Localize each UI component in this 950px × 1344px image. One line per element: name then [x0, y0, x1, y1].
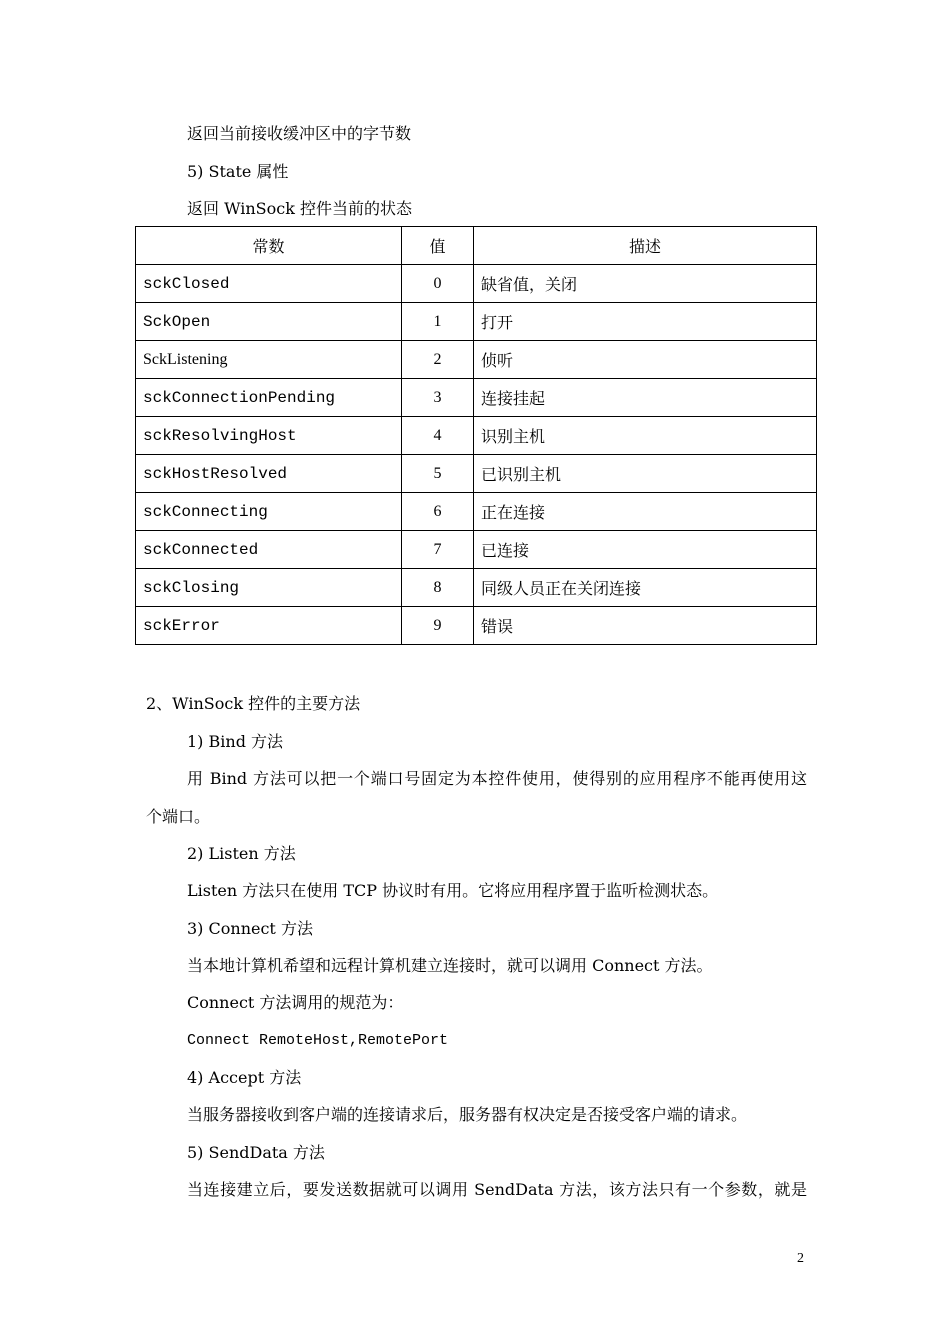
value-cell: 8	[402, 569, 474, 607]
description-cell: 识别主机	[474, 417, 817, 455]
header-description: 描述	[474, 227, 817, 265]
value-cell: 6	[402, 493, 474, 531]
constant-cell: sckHostResolved	[136, 455, 402, 493]
state-table	[135, 226, 817, 645]
value-cell: 3	[402, 379, 474, 417]
state-property-heading: 5) State 属性	[187, 162, 289, 181]
table-row	[136, 569, 817, 607]
table-row	[136, 417, 817, 455]
constant-cell: sckClosed	[136, 265, 402, 303]
constant-cell: sckResolvingHost	[136, 417, 402, 455]
accept-method-text: 当服务器接收到客户端的连接请求后，服务器有权决定是否接受客户端的请求。	[187, 1105, 748, 1124]
table-row	[136, 379, 817, 417]
bind-method-text-line1: 用 Bind 方法可以把一个端口号固定为本控件使用，使得别的应用程序不能再使用这	[187, 769, 807, 788]
constant-cell: sckConnecting	[136, 493, 402, 531]
intro-line-bytes: 返回当前接收缓冲区中的字节数	[187, 124, 412, 143]
listen-method-heading: 2) Listen 方法	[187, 844, 296, 863]
header-constant: 常数	[136, 227, 402, 265]
table-row	[136, 455, 817, 493]
constant-cell: sckConnected	[136, 531, 402, 569]
bind-method-text-line2: 个端口。	[146, 807, 211, 826]
bind-method-heading: 1) Bind 方法	[187, 732, 284, 751]
description-cell: 缺省值，关闭	[474, 265, 817, 303]
table-row	[136, 531, 817, 569]
table-row	[136, 607, 817, 645]
senddata-method-heading: 5) SendData 方法	[187, 1143, 325, 1162]
constant-cell: SckListening	[136, 341, 402, 379]
state-description: 返回 WinSock 控件当前的状态	[187, 199, 413, 218]
value-cell: 9	[402, 607, 474, 645]
constant-cell: sckClosing	[136, 569, 402, 607]
constant-cell: SckOpen	[136, 303, 402, 341]
value-cell: 1	[402, 303, 474, 341]
value-cell: 5	[402, 455, 474, 493]
constant-cell: sckConnectionPending	[136, 379, 402, 417]
value-cell: 2	[402, 341, 474, 379]
value-cell: 7	[402, 531, 474, 569]
accept-method-heading: 4) Accept 方法	[187, 1068, 302, 1087]
table-row	[136, 265, 817, 303]
connect-method-syntax: Connect RemoteHost,RemotePort	[187, 1032, 449, 1049]
value-cell: 0	[402, 265, 474, 303]
description-cell: 打开	[474, 303, 817, 341]
connect-method-spec: Connect 方法调用的规范为：	[187, 993, 404, 1012]
description-cell: 已识别主机	[474, 455, 817, 493]
connect-method-heading: 3) Connect 方法	[187, 919, 313, 938]
page-number: 2	[797, 1251, 804, 1266]
value-cell: 4	[402, 417, 474, 455]
description-cell: 已连接	[474, 531, 817, 569]
table-row	[136, 303, 817, 341]
description-cell: 侦听	[474, 341, 817, 379]
header-value: 值	[402, 227, 474, 265]
constant-cell: sckError	[136, 607, 402, 645]
listen-method-text: Listen 方法只在使用 TCP 协议时有用。它将应用程序置于监听检测状态。	[187, 881, 719, 900]
description-cell: 同级人员正在关闭连接	[474, 569, 817, 607]
description-cell: 错误	[474, 607, 817, 645]
connect-method-text: 当本地计算机希望和远程计算机建立连接时，就可以调用 Connect 方法。	[187, 956, 713, 975]
senddata-method-text: 当连接建立后，要发送数据就可以调用 SendData 方法，该方法只有一个参数，就是	[187, 1180, 807, 1199]
table-row	[136, 341, 817, 379]
section-heading-methods: 2、WinSock 控件的主要方法	[146, 694, 361, 713]
table-header-row	[136, 227, 817, 265]
description-cell: 正在连接	[474, 493, 817, 531]
table-row	[136, 493, 817, 531]
description-cell: 连接挂起	[474, 379, 817, 417]
